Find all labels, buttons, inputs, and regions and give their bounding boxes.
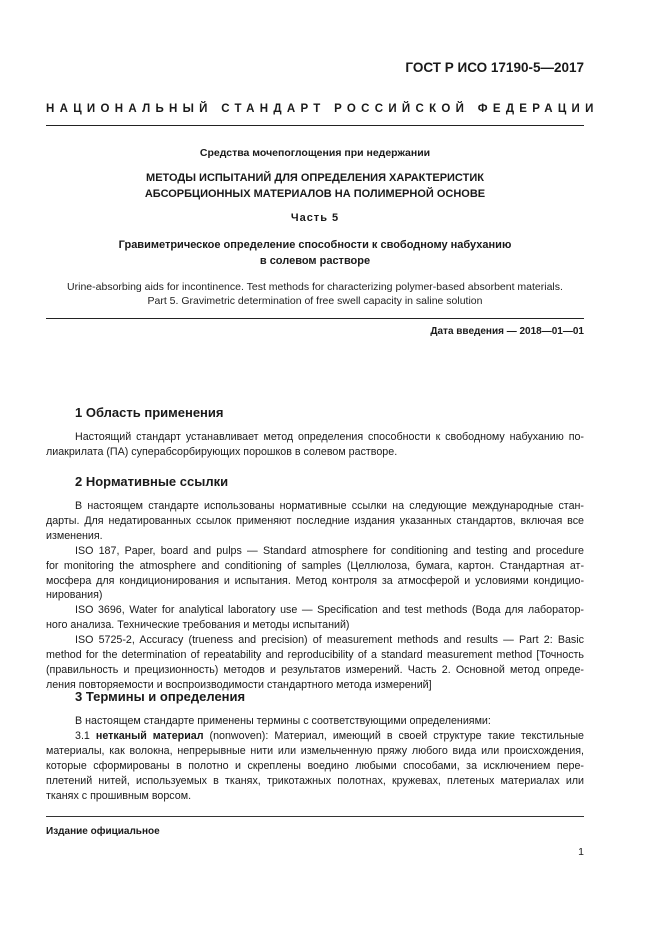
paragraph-line: изменения. [46,529,103,542]
paragraph-line: ного анализа. Технические требования и методы испытаний) [46,619,350,632]
document-subtitle: Средства мочепоглощения при недержании [199,147,431,159]
section-2-heading: 2 Нормативные ссылки [75,474,229,489]
paragraph-line: Настоящий стандарт устанавливает метод определения способности к свободному набуханию по- [75,431,584,443]
term-number: 3.1 [75,729,90,742]
title-rule [46,318,584,319]
main-title-line-2: АБСОРБЦИОННЫХ МАТЕРИАЛОВ НА ПОЛИМЕРНОЙ ОСНОВЕ [144,188,486,200]
paragraph-line: материалы, как волокна, непрерывные нити или измельченную пряжу любого вида или происхождения, [46,744,584,757]
reference-iso-3696: ISO 3696, Water for analytical laboratory use — Specification and test methods (Вода для лаборатор- [75,604,584,617]
paragraph-line: В настоящем стандарте применены термины с соответствующими определениями: [75,715,491,727]
national-standard-title: НАЦИОНАЛЬНЫЙ СТАНДАРТ РОССИЙСКОЙ ФЕДЕРАЦИИ [46,103,599,115]
official-edition-label: Издание официальное [46,826,160,837]
paragraph-line: (правильность и прецизионность) методов и результатов измерений. Часть 2. Основной метод опреде- [46,663,584,676]
term-definition-3-1 [46,729,584,744]
part-title [46,237,584,269]
section-2-body [46,499,584,693]
reference-iso-187: ISO 187, Paper, board and pulps — Standard atmosphere for conditioning and testing and procedure [75,544,584,557]
english-title-line-2: Part 5. Gravimetric determination of free swell capacity in saline solution [147,295,483,307]
paragraph-line: мосфера для кондиционирования и испытания. Метод контроля за атмосферой и условиями кондицио- [46,574,584,587]
paragraph-line: for monitoring the atmosphere and conditioning of samples (Целлюлоза, бумага, картон. Стандартная ат- [46,559,584,572]
part-title-line-1: Гравиметрическое определение способности к свободному набуханию [118,239,512,251]
page-number: 1 [578,846,584,858]
document-main-title [46,170,584,202]
paragraph-line: плетений нитей, используемых в тканях, трикотажных полотнах, кружевах, плетеных материалах или [46,774,584,787]
section-1-body [46,430,584,460]
english-title-line-1: Urine-absorbing aids for incontinence. Test methods for characterizing polymer-based absorbent materials. [67,281,563,293]
paragraph-line: нирования) [46,589,103,602]
reference-iso-5725-2: ISO 5725-2, Accuracy (trueness and precision) of measurement methods and results — Part 2: Basic [75,634,584,647]
english-title [46,280,584,308]
top-rule [46,125,584,126]
main-title-line-1: МЕТОДЫ ИСПЫТАНИЙ ДЛЯ ОПРЕДЕЛЕНИЯ ХАРАКТЕРИСТИК [146,172,484,184]
paragraph-line: тканях с прошивным ворсом. [46,789,192,802]
footer-rule [46,816,584,817]
paragraph-line: дарты. Для недатированных ссылок применяют последние издания указанных стандартов, включая все [46,514,584,527]
part-title-line-2: в солевом растворе [259,255,371,267]
part-label: Часть 5 [290,212,340,224]
section-1-heading: 1 Область применения [75,405,224,420]
term-name: нетканый материал [95,729,204,742]
introduction-date: Дата введения — 2018—01—01 [430,326,584,337]
section-3-heading: 3 Термины и определения [75,689,246,704]
term-definition-start: (nonwoven): Материал, имеющий в своей структуре такие текстильные [203,729,584,742]
paragraph-line: ления повторяемости и воспроизводимости стандартного метода измерений] [46,678,432,691]
standard-number: ГОСТ Р ИСО 17190-5—2017 [405,60,584,75]
paragraph-line: В настоящем стандарте использованы нормативные ссылки на следующие международные стан- [75,500,584,512]
section-3-body [46,714,584,803]
paragraph-line: method for the determination of repeatability and reproducibility of a standard measurement method [Точность [46,649,584,662]
paragraph-line: лиакрилата (ПА) суперабсорбирующих порошков в солевом растворе. [46,445,398,458]
paragraph-line: которые сформированы в полотно и скреплены воедино любыми способами, за исключением пере- [46,759,584,772]
